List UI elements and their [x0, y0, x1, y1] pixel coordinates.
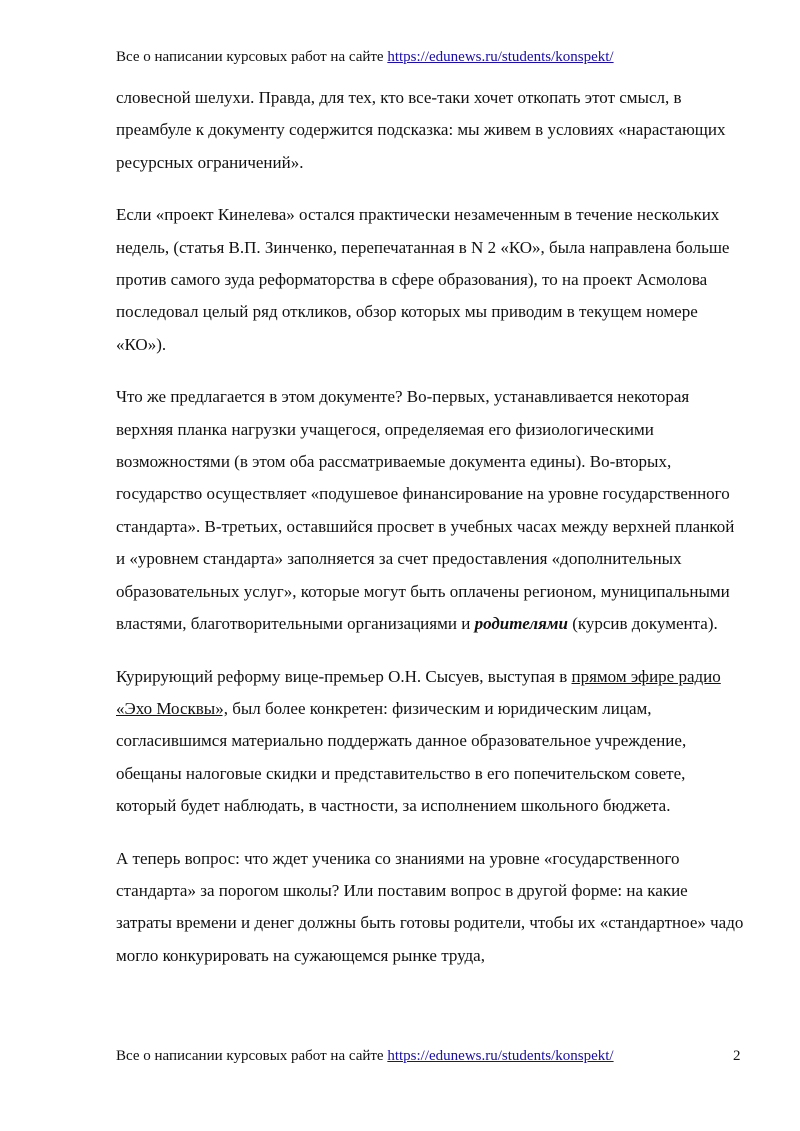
footer-text: Все о написании курсовых работ на сайте	[116, 1048, 388, 1064]
document-body	[116, 82, 746, 992]
page-number: 2	[733, 1048, 741, 1064]
paragraph-1: словесной шелухи. Правда, для тех, кто все-таки хочет откопать этот смысл, в преамбуле к документу содержится подсказка: мы живем в условиях «нарастающих ресурсных ограничений».	[116, 88, 726, 172]
page-header	[116, 47, 716, 67]
paragraph-2: Если «проект Кинелева» остался практически незамеченным в течение нескольких недель, (статья В.П. Зинченко, перепечатанная в N 2 «КО», была направлена больше против самого зуда реформаторства в сфере образования), то на проект Асмолова последовал целый ряд откликов, обзор которых мы приводим в текущем номере «КО»).	[116, 205, 730, 354]
page-footer	[116, 1046, 746, 1066]
paragraph-5: А теперь вопрос: что ждет ученика со знаниями на уровне «государственного стандарта» за порогом школы? Или поставим вопрос в другой форме: на какие затраты времени и денег должны быть готовы родители, чтобы их «стандартное» чадо могло конкурировать на сужающемся рынке труда,	[116, 848, 744, 965]
paragraph-3-text: Что же предлагается в этом документе? Во-первых, устанавливается некоторая верхняя планка нагрузки учащегося, определяемая его физиологическими возможностями (в этом оба рассматриваемые документа едины). Во-вторых, государство осуществляет «подушевое финансирование на уровне государственного стандарта». В-третьих, оставшийся просвет в учебных часах между верхней планкой и «уровнем стандарта» заполняется за счет предоставления «дополнительных образовательных услуг», которые могут быть оплачены регионом, муниципальными властями, благотворительными организациями и	[116, 387, 735, 634]
radio-link[interactable]: прямом эфире радио «Эхо Москвы»,	[116, 666, 721, 718]
header-link[interactable]: https://edunews.ru/students/konspekt/	[387, 49, 614, 65]
emphasized-word: родителями	[474, 614, 568, 634]
paragraph-4-tail: был более конкретен: физическим и юридическим лицам, согласившимся материально поддержать данное образовательное учреждение, обещаны налоговые скидки и представительство в его попечительском совете, который будет наблюдать, в частности, за исполнением школьного бюджета.	[116, 698, 687, 816]
header-text: Все о написании курсовых работ на сайте	[116, 49, 388, 65]
footer-link[interactable]: https://edunews.ru/students/konspekt/	[387, 1048, 614, 1064]
paragraph-3-tail: (курсив документа).	[567, 614, 718, 634]
paragraph-4-text: Курирующий реформу вице-премьер О.Н. Сысуев, выступая в	[116, 666, 572, 686]
paragraph-4	[116, 661, 746, 823]
paragraph-3	[116, 381, 746, 640]
